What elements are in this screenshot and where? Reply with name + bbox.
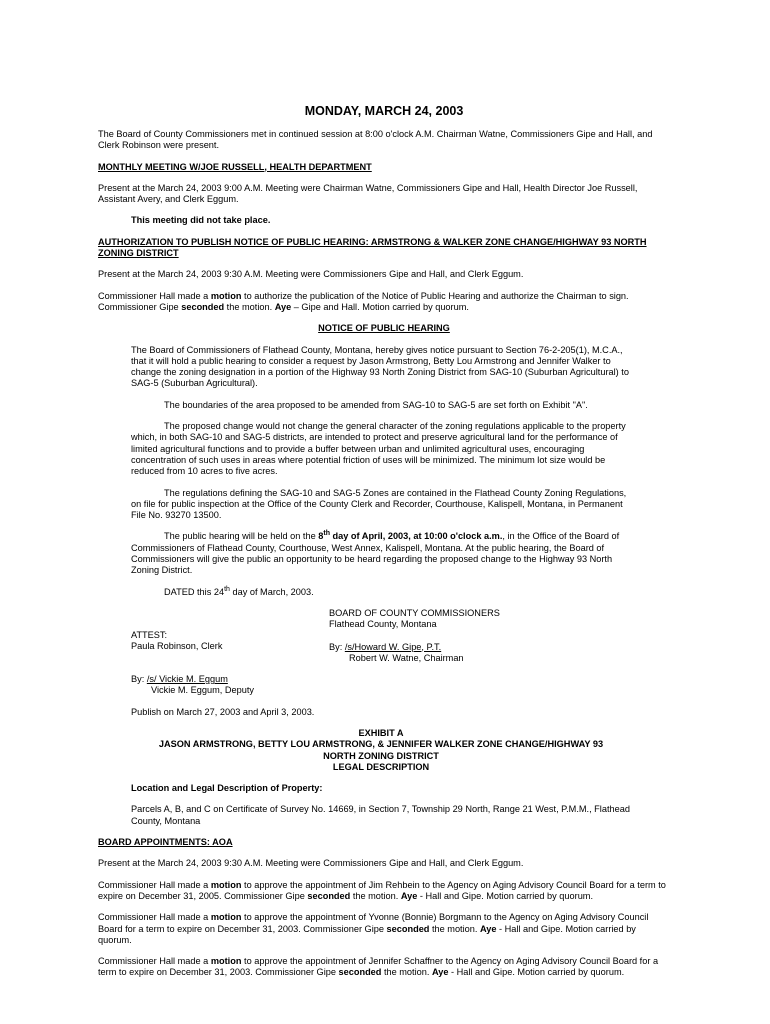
deputy-name: Vickie M. Eggum, Deputy: [151, 685, 254, 696]
page-title: MONDAY, MARCH 24, 2003: [304, 104, 464, 118]
clerk-name: Paula Robinson, Clerk: [131, 641, 223, 652]
appointment-motion-2: Commissioner Hall made a motion to approve the appointment of Yvonne (Bonnie) Borgmann to the Agency on Aging Advisory Council Board for a term to expire on December 31, 2003. Commissioner Gipe seconded the motion. Aye - Hall and Gipe. Motion carried by quorum.: [98, 912, 649, 945]
dated-line: DATED this 24th day of March, 2003.: [164, 585, 314, 597]
notice-heading: NOTICE OF PUBLIC HEARING: [318, 323, 450, 334]
section-heading-health: MONTHLY MEETING W/JOE RUSSELL, HEALTH DEPARTMENT: [98, 161, 372, 172]
health-present-paragraph: Present at the March 24, 2003 9:00 A.M. Meeting were Chairman Watne, Commissioners Gipe and Hall, Health Director Joe Russell, Assistant Avery, and Clerk Eggum.: [98, 182, 638, 205]
exhibit-heading: EXHIBIT A JASON ARMSTRONG, BETTY LOU ARMSTRONG, & JENNIFER WALKER ZONE CHANGE/HIGHWAY 93 NORTH ZONING DISTRICT LEGAL DESCRIPTION: [158, 727, 604, 772]
notice-paragraph-2: The boundaries of the area proposed to be amended from SAG-10 to SAG-5 are set forth on Exhibit "A".: [164, 399, 588, 410]
section-heading-appointments: BOARD APPOINTMENTS: AOA: [98, 837, 233, 848]
appointment-motion-3: Commissioner Hall made a motion to approve the appointment of Jennifer Schaffner to the Agency on Aging Advisory Council Board for a term to expire on December 31, 2003. Commissioner Gipe seconded the motion. Aye - Hall and Gipe. Motion carried by quorum.: [98, 956, 659, 978]
location-heading: Location and Legal Description of Property:: [131, 783, 323, 794]
appointment-motion-1: Commissioner Hall made a motion to approve the appointment of Jim Rehbein to the Agency on Aging Advisory Council Board for a term to expire on December 31, 2005. Commissioner Gipe seconded the motion. Aye - Hall and Gipe. Motion carried by quorum.: [98, 879, 666, 901]
document-page: [98, 104, 670, 989]
authorization-present-paragraph: Present at the March 24, 2003 9:30 A.M. Meeting were Commissioners Gipe and Hall, and Clerk Eggum.: [98, 269, 524, 280]
board-name-line2: Flathead County, Montana: [329, 619, 437, 630]
board-name-line1: BOARD OF COUNTY COMMISSIONERS: [329, 607, 500, 618]
publish-dates: Publish on March 27, 2003 and April 3, 2003.: [131, 706, 315, 717]
chairman-name: Robert W. Watne, Chairman: [349, 652, 464, 663]
intro-paragraph: The Board of County Commissioners met in continued session at 8:00 o'clock A.M. Chairman Watne, Commissioners Gipe and Hall, and Clerk Robinson were present.: [98, 129, 653, 151]
section-heading-authorization: AUTHORIZATION TO PUBLISH NOTICE OF PUBLIC HEARING: ARMSTRONG & WALKER ZONE CHANGE/HIGHWAY 93 NORTH ZONING DISTRICT: [98, 236, 647, 259]
chairman-signature-line: By: /s/Howard W. Gipe, P.T.: [329, 641, 442, 652]
notice-paragraph-1: The Board of Commissioners of Flathead County, Montana, hereby gives notice pursuant to Section 76-2-205(1), M.C.A., that it will hold a public hearing to consider a request by Jason Armstrong, Betty Lou Armstrong and Jennifer Walker to change the zoning designation in a portion of the Highway 93 North Zoning District from SAG-10 (Suburban Agricultural) to SAG-5 (Suburban Agricultural).: [131, 344, 629, 389]
notice-paragraph-3: The proposed change would not change the general character of the zoning regulations applicable to the property which, in both SAG-10 and SAG-5 districts, are intended to protect and preserve agricultural land for the performance of limited agricultural functions and to provide a buffer between urban and unlimited agricultural uses, encouraging concentration of such uses in areas where potential friction of uses will be minimized. The minimum lot size would be reduced from 10 acres to five acres.: [131, 421, 626, 477]
authorization-motion-paragraph: Commissioner Hall made a motion to authorize the publication of the Notice of Public Hearing and authorize the Chairman to sign. Commissioner Gipe seconded the motion. Aye – Gipe and Hall. Motion carried by quorum.: [98, 290, 629, 312]
signature-block: [131, 608, 631, 664]
appointments-present-paragraph: Present at the March 24, 2003 9:30 A.M. Meeting were Commissioners Gipe and Hall, and Clerk Eggum.: [98, 858, 524, 869]
notice-paragraph-5: The public hearing will be held on the 8th day of April, 2003, at 10:00 o'clock a.m., in the Office of the Board of Commissioners of Flathead County, Courthouse, West Annex, Kalispell, Montana. At the public hearing, the Board of Commissioners will give the public an opportunity to be heard regarding the proposed change to the Highway 93 North Zoning District.: [131, 530, 620, 576]
health-meeting-note: This meeting did not take place.: [131, 215, 271, 226]
deputy-signature-line: By: /s/ Vickie M. Eggum: [131, 674, 228, 685]
attest-label: ATTEST:: [131, 629, 168, 640]
parcels-description: Parcels A, B, and C on Certificate of Survey No. 14669, in Section 7, Township 29 North, Range 21 West, P.M.M., Flathead County, Montana: [131, 804, 630, 826]
notice-body: [131, 345, 631, 828]
notice-paragraph-4: The regulations defining the SAG-10 and SAG-5 Zones are contained in the Flathead County Zoning Regulations, on file for public inspection at the Office of the County Clerk and Recorder, Courthouse, Kalispell, Montana, in Permanent File No. 93270 13500.: [131, 487, 627, 521]
